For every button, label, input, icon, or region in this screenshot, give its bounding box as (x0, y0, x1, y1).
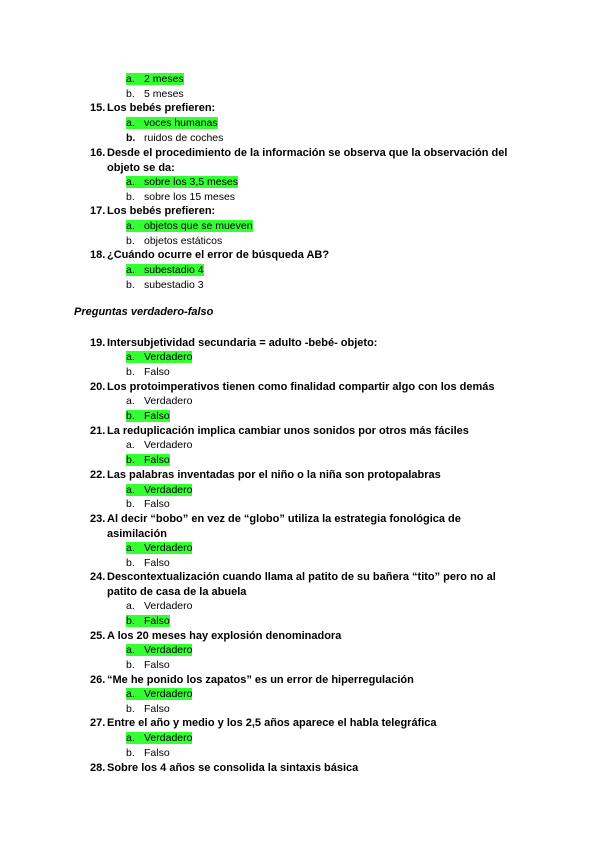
question (90, 629, 530, 644)
question-text-continuation: patito de casa de la abuela (107, 585, 247, 598)
option-letter: b. (126, 279, 135, 291)
question (90, 204, 530, 219)
question-number: 28. (90, 762, 106, 774)
option-text: Falso (144, 366, 170, 378)
option-text: Verdadero (144, 395, 193, 407)
option-text: subestadio 4 (144, 264, 204, 276)
answer-option (126, 702, 170, 716)
question (90, 673, 530, 688)
option-letter: b. (126, 88, 135, 100)
question-text: Sobre los 4 años se consolida la sintaxis básica (107, 762, 359, 774)
option-letter: b. (126, 615, 135, 627)
question-text: Desde el procedimiento de la información se observa que la observación del (107, 147, 508, 159)
option-text: Verdadero (144, 351, 193, 363)
answer-option (126, 190, 235, 204)
answer-option (126, 365, 170, 379)
answer-option-highlighted (126, 72, 184, 86)
question-number: 23. (90, 513, 106, 525)
option-text: Falso (144, 454, 170, 466)
answer-option-highlighted (126, 483, 192, 497)
option-letter: b. (126, 191, 135, 203)
option-text: Verdadero (144, 439, 193, 451)
option-text: ruidos de coches (144, 132, 224, 144)
question (90, 424, 530, 439)
question (90, 248, 530, 263)
question-text-continuation: asimilación (107, 527, 167, 540)
option-text: 2 meses (144, 73, 184, 85)
question-text: Los protoimperativos tienen como finalidad compartir algo con los demás (107, 381, 495, 393)
answer-option-highlighted (126, 263, 204, 277)
option-text: Verdadero (144, 732, 193, 744)
question-text: “Me he ponido los zapatos” es un error de hiperregulación (107, 674, 414, 686)
answer-option-highlighted (126, 175, 238, 189)
option-letter: b. (126, 235, 135, 247)
option-letter: a. (126, 644, 135, 656)
question (90, 146, 530, 175)
question-text: Las palabras inventadas por el niño o la niña son protopalabras (107, 469, 441, 481)
option-text: Falso (144, 498, 170, 510)
option-letter: b. (126, 659, 135, 671)
option-text: Falso (144, 747, 170, 759)
answer-option-highlighted (126, 614, 170, 628)
option-text: 5 meses (144, 88, 184, 100)
question (90, 468, 530, 483)
option-text: Falso (144, 557, 170, 569)
section-title: Preguntas verdadero-falso (74, 306, 214, 318)
option-letter: a. (126, 117, 135, 129)
answer-option-highlighted (126, 409, 170, 423)
option-text: Falso (144, 703, 170, 715)
option-text: Verdadero (144, 644, 193, 656)
option-letter: b. (126, 366, 135, 378)
question-number: 26. (90, 674, 106, 686)
option-letter: a. (126, 73, 135, 85)
question-text: La reduplicación implica cambiar unos sonidos por otros más fáciles (107, 425, 469, 437)
option-letter: a. (126, 732, 135, 744)
answer-option (126, 131, 223, 145)
answer-option (126, 497, 170, 511)
question (90, 101, 530, 116)
option-text: Verdadero (144, 688, 193, 700)
question (90, 336, 530, 351)
question-number: 27. (90, 717, 106, 729)
option-letter: b. (126, 498, 135, 510)
option-text: Verdadero (144, 600, 193, 612)
question-number: 25. (90, 630, 106, 642)
question-number: 15. (90, 102, 106, 114)
question (90, 716, 530, 731)
question-text: A los 20 meses hay explosión denominadora (107, 630, 342, 642)
option-text: sobre los 15 meses (144, 191, 236, 203)
option-letter: a. (126, 264, 135, 276)
option-text: subestadio 3 (144, 279, 204, 291)
question-number: 16. (90, 147, 106, 159)
answer-option (126, 87, 184, 101)
option-letter: a. (126, 176, 135, 188)
question-number: 22. (90, 469, 106, 481)
answer-option (126, 234, 222, 248)
answer-option (126, 556, 170, 570)
answer-option (126, 278, 204, 292)
option-text: sobre los 3,5 meses (144, 176, 238, 188)
question-text: Los bebés prefieren: (107, 205, 216, 217)
question-number: 24. (90, 571, 106, 583)
question (90, 380, 530, 395)
option-letter: a. (126, 542, 135, 554)
question (90, 761, 530, 776)
question-number: 21. (90, 425, 106, 437)
option-letter: b. (126, 410, 135, 422)
option-letter: b. (126, 132, 136, 144)
option-letter: a. (126, 395, 135, 407)
option-letter: b. (126, 747, 135, 759)
option-letter: a. (126, 688, 135, 700)
answer-option-highlighted (126, 116, 218, 130)
answer-option-highlighted (126, 541, 192, 555)
question-text-continuation: objeto se da: (107, 161, 175, 174)
option-letter: a. (126, 484, 135, 496)
question-number: 17. (90, 205, 106, 217)
question-text: Entre el año y medio y los 2,5 años aparece el habla telegráfica (107, 717, 437, 729)
answer-option (126, 746, 170, 760)
option-text: objetos estáticos (144, 235, 223, 247)
question (90, 512, 530, 541)
option-letter: a. (126, 351, 135, 363)
option-letter: b. (126, 557, 135, 569)
answer-option-highlighted (126, 350, 192, 364)
answer-option-highlighted (126, 687, 192, 701)
answer-option (126, 438, 192, 452)
option-text: Falso (144, 659, 170, 671)
option-letter: a. (126, 600, 135, 612)
question-text: Intersubjetividad secundaria = adulto -bebé- objeto: (107, 337, 378, 349)
option-text: Verdadero (144, 484, 193, 496)
option-text: objetos que se mueven (144, 220, 253, 232)
answer-option-highlighted (126, 453, 170, 467)
option-letter: b. (126, 454, 135, 466)
answer-option (126, 658, 170, 672)
option-text: Falso (144, 615, 170, 627)
option-text: Falso (144, 410, 170, 422)
option-text: voces humanas (144, 117, 218, 129)
option-letter: a. (126, 220, 135, 232)
option-letter: a. (126, 439, 135, 451)
question-number: 20. (90, 381, 106, 393)
question-text: Descontextualización cuando llama al patito de su bañera “tito” pero no al (107, 571, 496, 583)
answer-option (126, 599, 192, 613)
question-text: Los bebés prefieren: (107, 102, 216, 114)
option-letter: b. (126, 703, 135, 715)
question-number: 19. (90, 337, 106, 349)
question-text: Al decir “bobo” en vez de “globo” utiliza la estrategia fonológica de (107, 513, 461, 525)
question-number: 18. (90, 249, 106, 261)
answer-option-highlighted (126, 219, 253, 233)
question (90, 570, 530, 599)
answer-option (126, 394, 192, 408)
option-text: Verdadero (144, 542, 193, 554)
answer-option-highlighted (126, 643, 192, 657)
answer-option-highlighted (126, 731, 192, 745)
question-text: ¿Cuándo ocurre el error de búsqueda AB? (107, 249, 330, 261)
